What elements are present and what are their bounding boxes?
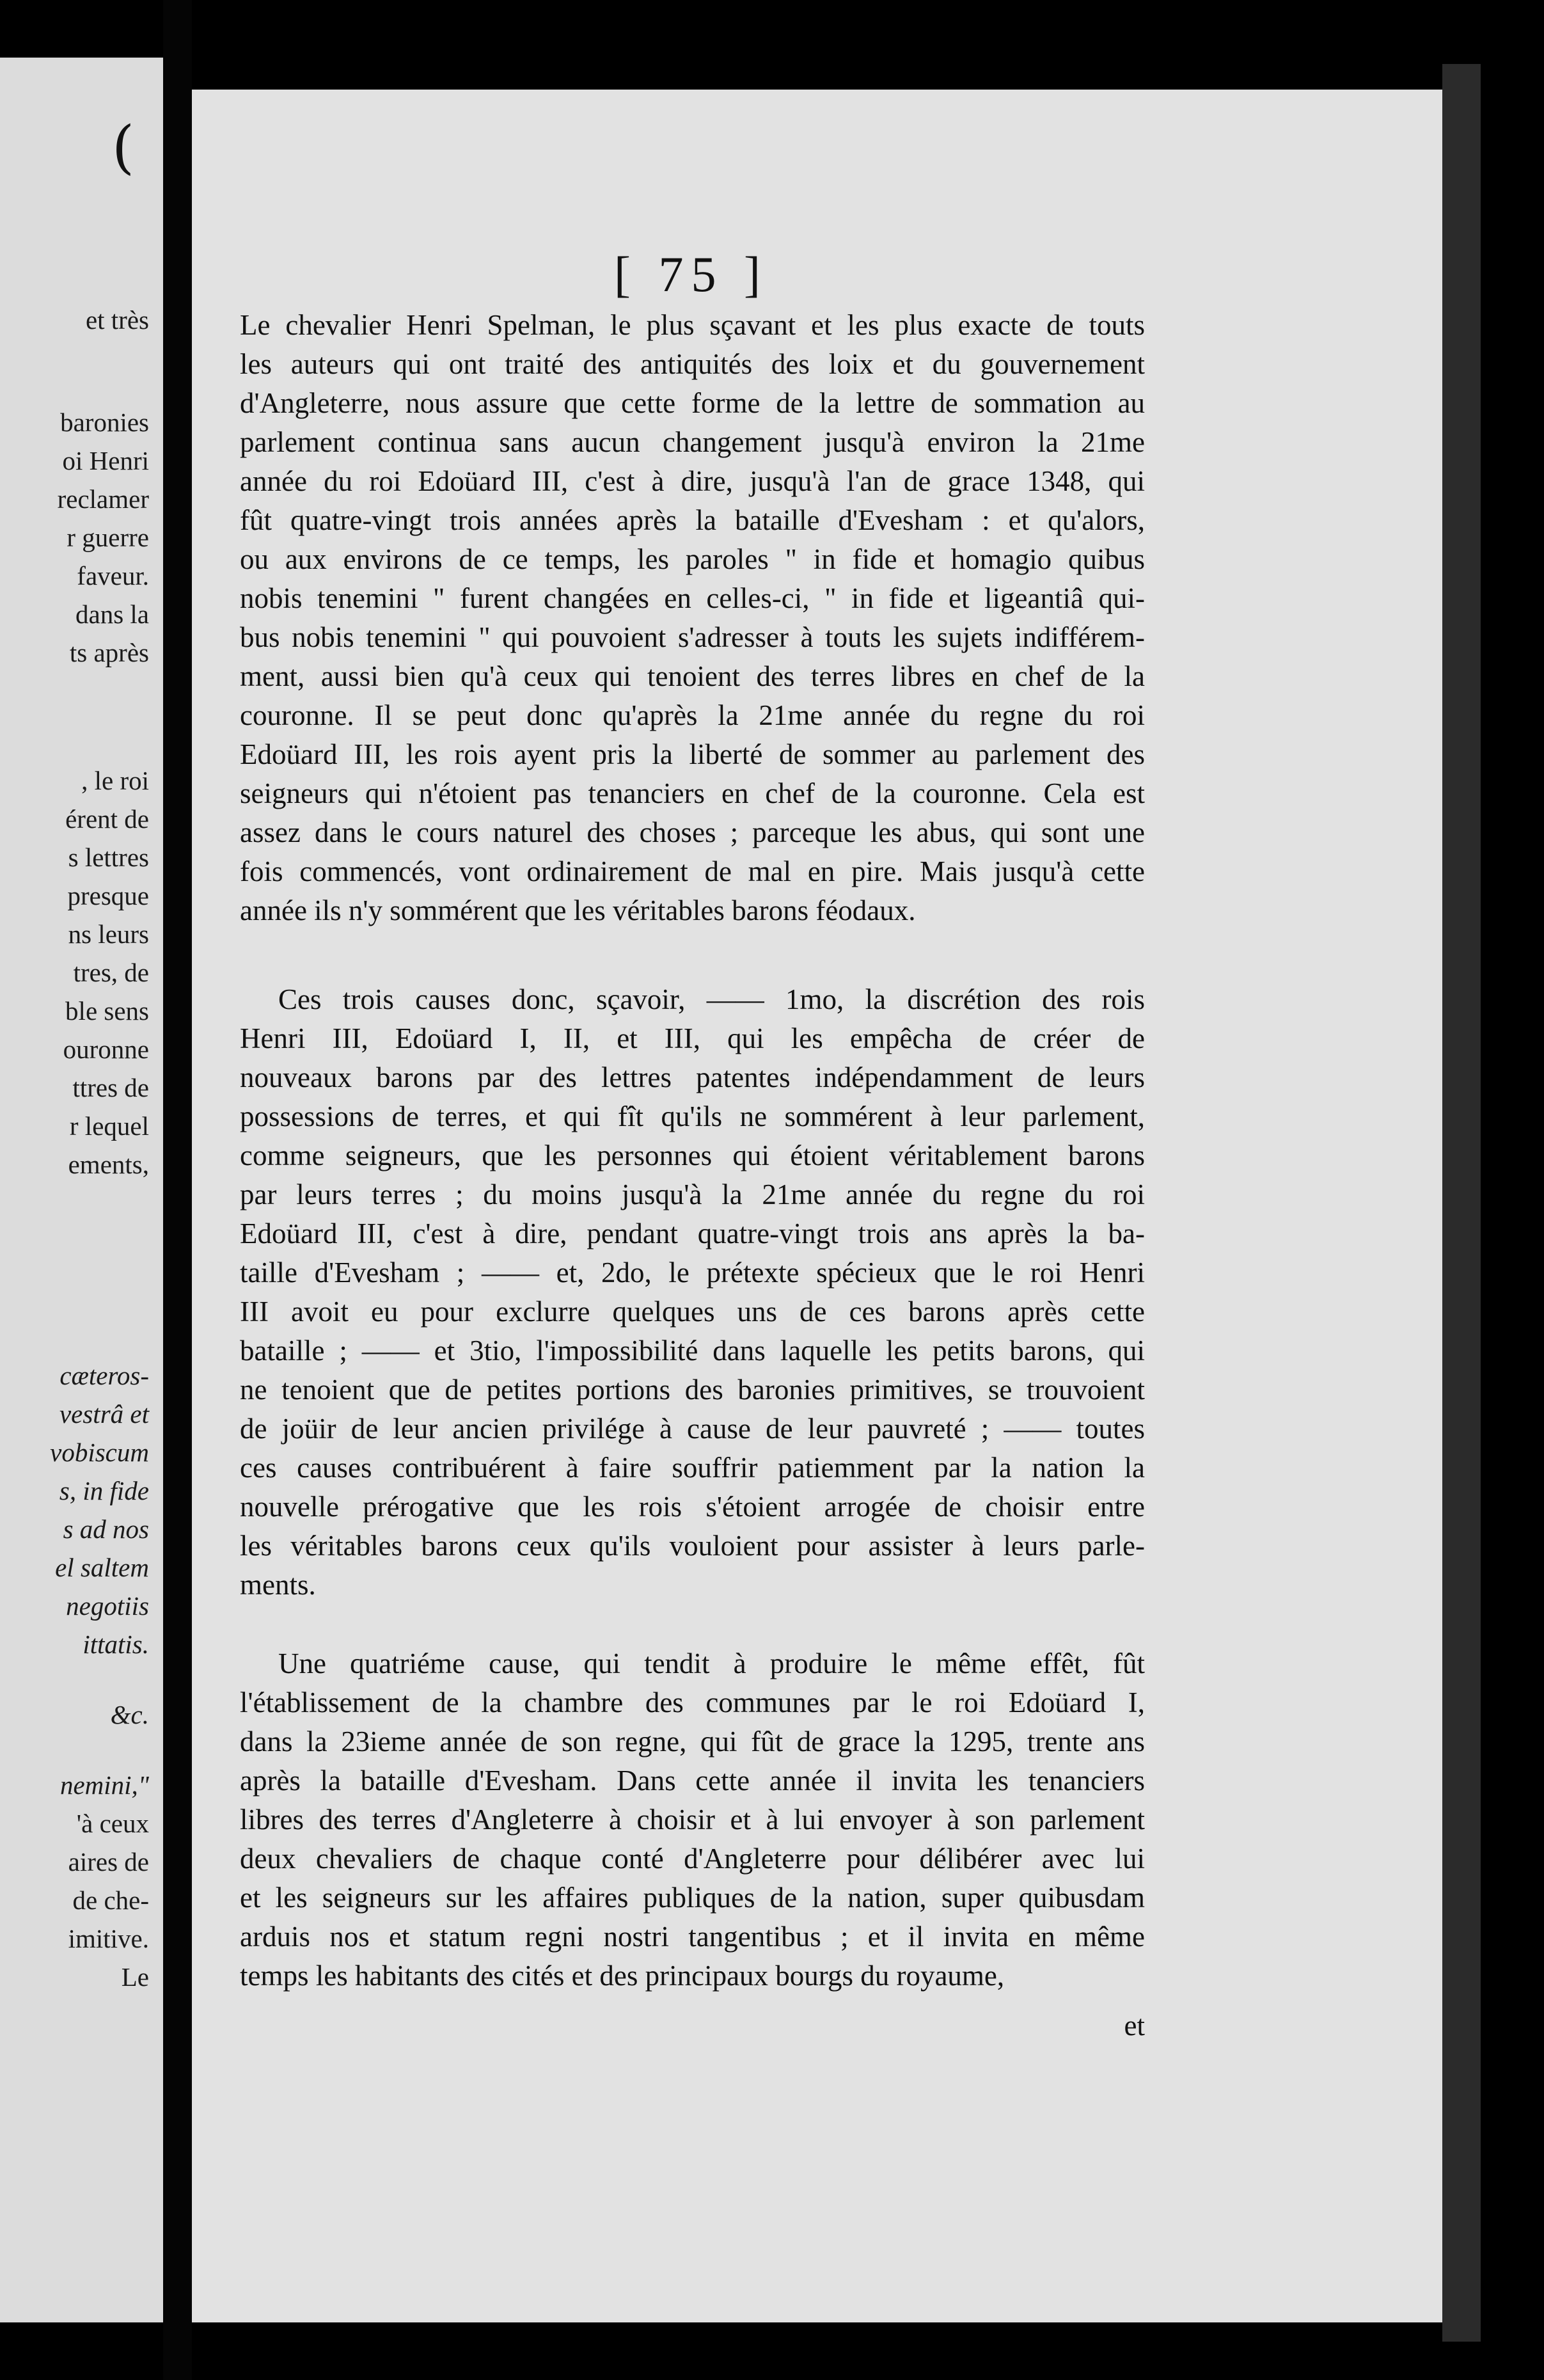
- left-page-fragment-line: r lequel: [69, 1111, 149, 1141]
- left-page-fragment-line: vobiscum: [50, 1438, 149, 1467]
- text-line: fois commencés, vont ordinairement de mal en pire. Mais jusqu'à cette: [240, 855, 1145, 887]
- text-line: Ces trois causes donc, sçavoir, —— 1mo, la discrétion des rois: [278, 983, 1145, 1015]
- text-line: bataille ; —— et 3tio, l'impossibilité dans laquelle les petits barons, qui: [240, 1335, 1145, 1367]
- left-page-fragment-line: s, in fide: [59, 1476, 149, 1505]
- text-line: les auteurs qui ont traité des antiquités des loix et du gouvernement: [240, 348, 1145, 380]
- book-gutter: [163, 0, 192, 2380]
- text-line: possessions de terres, et qui fît qu'ils ne sommérent à leur parlement,: [240, 1100, 1145, 1132]
- text-line: année du roi Edoüard III, c'est à dire, jusqu'à l'an de grace 1348, qui: [240, 465, 1145, 497]
- left-page-fragment-line: reclamer: [57, 484, 149, 514]
- left-page-fragment-line: ements,: [68, 1150, 149, 1179]
- left-page-fragment-line: ttres de: [72, 1073, 149, 1102]
- text-line: temps les habitants des cités et des principaux bourgs du royaume,: [240, 1960, 1005, 1992]
- text-line: et les seigneurs sur les affaires publiques de la nation, super quibusdam: [240, 1882, 1145, 1914]
- page-edge-shadow: [1442, 64, 1481, 2342]
- text-line: après la bataille d'Evesham. Dans cette année il invita les tenanciers: [240, 1765, 1145, 1797]
- left-page-fragment-line: oi Henri: [62, 446, 149, 475]
- text-line: deux chevaliers de chaque conté d'Angleterre pour délibérer avec lui: [240, 1843, 1145, 1875]
- text-line: d'Angleterre, nous assure que cette forme de la lettre de sommation au: [240, 387, 1145, 419]
- left-page-fragment-line: ittatis.: [83, 1630, 149, 1659]
- text-line: Edoüard III, les rois ayent pris la liberté de sommer au parlement des: [240, 738, 1145, 770]
- text-line: année ils n'y sommérent que les véritables barons féodaux.: [240, 894, 916, 926]
- text-line: taille d'Evesham ; —— et, 2do, le prétexte spécieux que le roi Henri: [240, 1257, 1145, 1289]
- text-line: nouveaux barons par des lettres patentes indépendamment de leurs: [240, 1061, 1145, 1093]
- left-page-fragment-line: , le roi: [81, 766, 149, 795]
- text-line: dans la 23ieme année de son regne, qui fût de grace la 1295, trente ans: [240, 1726, 1145, 1757]
- paragraph-1: [240, 306, 1145, 930]
- left-page-fragment-line: imitive.: [68, 1924, 149, 1953]
- left-page-fragment-line: negotiis: [66, 1591, 149, 1621]
- text-line: bus nobis tenemini " qui pouvoient s'adresser à touts les sujets indifférem-: [240, 621, 1145, 653]
- left-page-fragment-line: érent de: [65, 804, 149, 834]
- page-number: [ 75 ]: [614, 246, 768, 302]
- text-line: seigneurs qui n'étoient pas tenanciers en chef de la couronne. Cela est: [240, 777, 1145, 809]
- text-line: arduis nos et statum regni nostri tangentibus ; et il invita en même: [240, 1921, 1145, 1953]
- left-page-fragment-line: de che-: [72, 1885, 149, 1915]
- paragraph-3: [240, 1644, 1145, 1995]
- text-line: Une quatriéme cause, qui tendit à produire le même effêt, fût: [278, 1647, 1145, 1679]
- text-line: comme seigneurs, que les personnes qui étoient véritablement barons: [240, 1139, 1145, 1171]
- text-line: ces causes contribuérent à faire souffrir patiemment par la nation la: [240, 1452, 1145, 1484]
- text-line: ou aux environs de ce temps, les paroles " in fide et homagio quibus: [240, 543, 1145, 575]
- text-line: nobis tenemini " furent changées en celles-ci, " in fide et ligeantiâ qui-: [240, 582, 1145, 614]
- left-page-fragment-line: nemini,": [59, 1770, 149, 1800]
- page-edge-dark: [1481, 0, 1544, 2380]
- left-page-fragment-line: faveur.: [77, 561, 149, 591]
- left-page-fragment-line: s lettres: [68, 843, 149, 872]
- left-page-fragment-line: cæteros-: [59, 1361, 149, 1390]
- paragraph-2: [240, 980, 1145, 1605]
- catchword: [240, 2006, 1145, 2045]
- ink-mark: (: [112, 114, 135, 181]
- text-line: couronne. Il se peut donc qu'après la 21me année du regne du roi: [240, 699, 1145, 731]
- left-page-fragment-line: 'à ceux: [76, 1809, 149, 1838]
- left-page-fragment: [0, 58, 163, 2322]
- text-line: ne tenoient que de petites portions des baronies primitives, se trouvoient: [240, 1374, 1145, 1406]
- left-page-fragment-line: ts après: [69, 638, 149, 667]
- left-page-fragment-line: presque: [67, 881, 149, 910]
- left-page-fragment-line: vestrâ et: [59, 1399, 149, 1429]
- text-line: Le chevalier Henri Spelman, le plus sçavant et les plus exacte de touts: [240, 309, 1145, 341]
- left-page-fragment-line: ouronne: [63, 1035, 149, 1064]
- text-line: l'établissement de la chambre des communes par le roi Edoüard I,: [240, 1686, 1145, 1718]
- left-page-fragment-line: Le: [121, 1962, 149, 1992]
- left-page-fragment-line: r guerre: [67, 523, 149, 552]
- text-line: les véritables barons ceux qu'ils vouloient pour assister à leurs parle-: [240, 1530, 1145, 1562]
- left-page-fragment-line: ble sens: [65, 996, 149, 1026]
- left-page-fragment-line: &c.: [110, 1700, 149, 1729]
- text-line: ment, aussi bien qu'à ceux qui tenoient des terres libres en chef de la: [240, 660, 1145, 692]
- text-line: III avoit eu pour exclurre quelques uns de ces barons après cette: [240, 1296, 1145, 1328]
- left-page-fragment-line: s ad nos: [63, 1514, 149, 1544]
- text-line: ments.: [240, 1569, 316, 1601]
- left-page-fragment-line: et très: [85, 305, 149, 335]
- left-page-fragment-line: baronies: [60, 408, 149, 437]
- text-line: fût quatre-vingt trois années après la bataille d'Evesham : et qu'alors,: [240, 504, 1145, 536]
- text-line: parlement continua sans aucun changement jusqu'à environ la 21me: [240, 426, 1145, 458]
- left-page-fragment-line: dans la: [75, 599, 149, 629]
- left-page-fragment-line: el saltem: [55, 1553, 149, 1582]
- catchword-text: et: [1124, 2010, 1145, 2042]
- text-line: libres des terres d'Angleterre à choisir et à lui envoyer à son parlement: [240, 1804, 1145, 1836]
- left-page-fragment-line: ns leurs: [68, 919, 149, 949]
- left-page-fragment-line: tres, de: [73, 958, 149, 987]
- text-line: assez dans le cours naturel des choses ; parceque les abus, qui sont une: [240, 816, 1145, 848]
- text-line: de joüir de leur ancien privilége à cause de leur pauvreté ; —— toutes: [240, 1413, 1145, 1445]
- left-page-fragment-line: aires de: [68, 1847, 149, 1876]
- text-line: par leurs terres ; du moins jusqu'à la 21me année du regne du roi: [240, 1178, 1145, 1210]
- text-line: Edoüard III, c'est à dire, pendant quatre-vingt trois ans après la ba-: [240, 1218, 1145, 1250]
- text-line: nouvelle prérogative que les rois s'étoient arrogée de choisir entre: [240, 1491, 1145, 1523]
- text-line: Henri III, Edoüard I, II, et III, qui les empêcha de créer de: [240, 1022, 1145, 1054]
